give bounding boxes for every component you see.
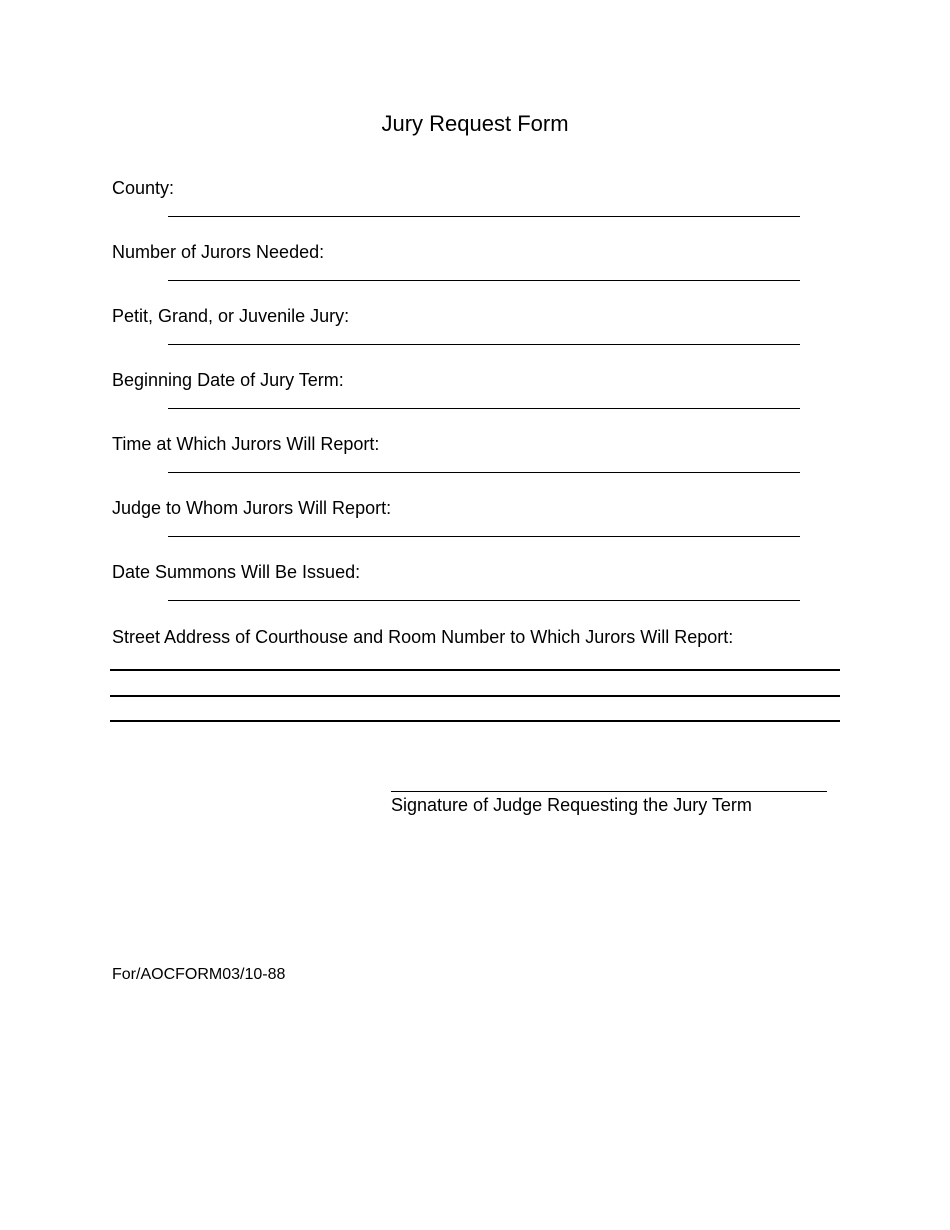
beginning-date-blank-line[interactable]	[168, 408, 800, 409]
summons-date-blank-line[interactable]	[168, 600, 800, 601]
county-blank-line[interactable]	[168, 216, 800, 217]
jury-type-blank-line[interactable]	[168, 344, 800, 345]
jurors-needed-label: Number of Jurors Needed:	[112, 242, 325, 262]
summons-date-label: Date Summons Will Be Issued:	[112, 562, 361, 582]
address-line-1[interactable]	[110, 669, 840, 671]
signature-caption: Signature of Judge Requesting the Jury Term	[391, 795, 752, 815]
report-time-blank-line[interactable]	[168, 472, 800, 473]
address-line-3[interactable]	[110, 720, 840, 722]
report-time-label: Time at Which Jurors Will Report:	[112, 434, 380, 454]
jury-type-label: Petit, Grand, or Juvenile Jury:	[112, 306, 350, 326]
form-id: For/AOCFORM03/10-88	[112, 966, 286, 983]
judge-blank-line[interactable]	[168, 536, 800, 537]
form-title: Jury Request Form	[381, 111, 569, 136]
address-label: Street Address of Courthouse and Room Number to Which Jurors Will Report:	[112, 627, 734, 647]
signature-line[interactable]	[391, 791, 827, 792]
county-label: County:	[112, 178, 175, 198]
address-line-2[interactable]	[110, 695, 840, 697]
judge-label: Judge to Whom Jurors Will Report:	[112, 498, 392, 518]
beginning-date-label: Beginning Date of Jury Term:	[112, 370, 344, 390]
jurors-needed-blank-line[interactable]	[168, 280, 800, 281]
